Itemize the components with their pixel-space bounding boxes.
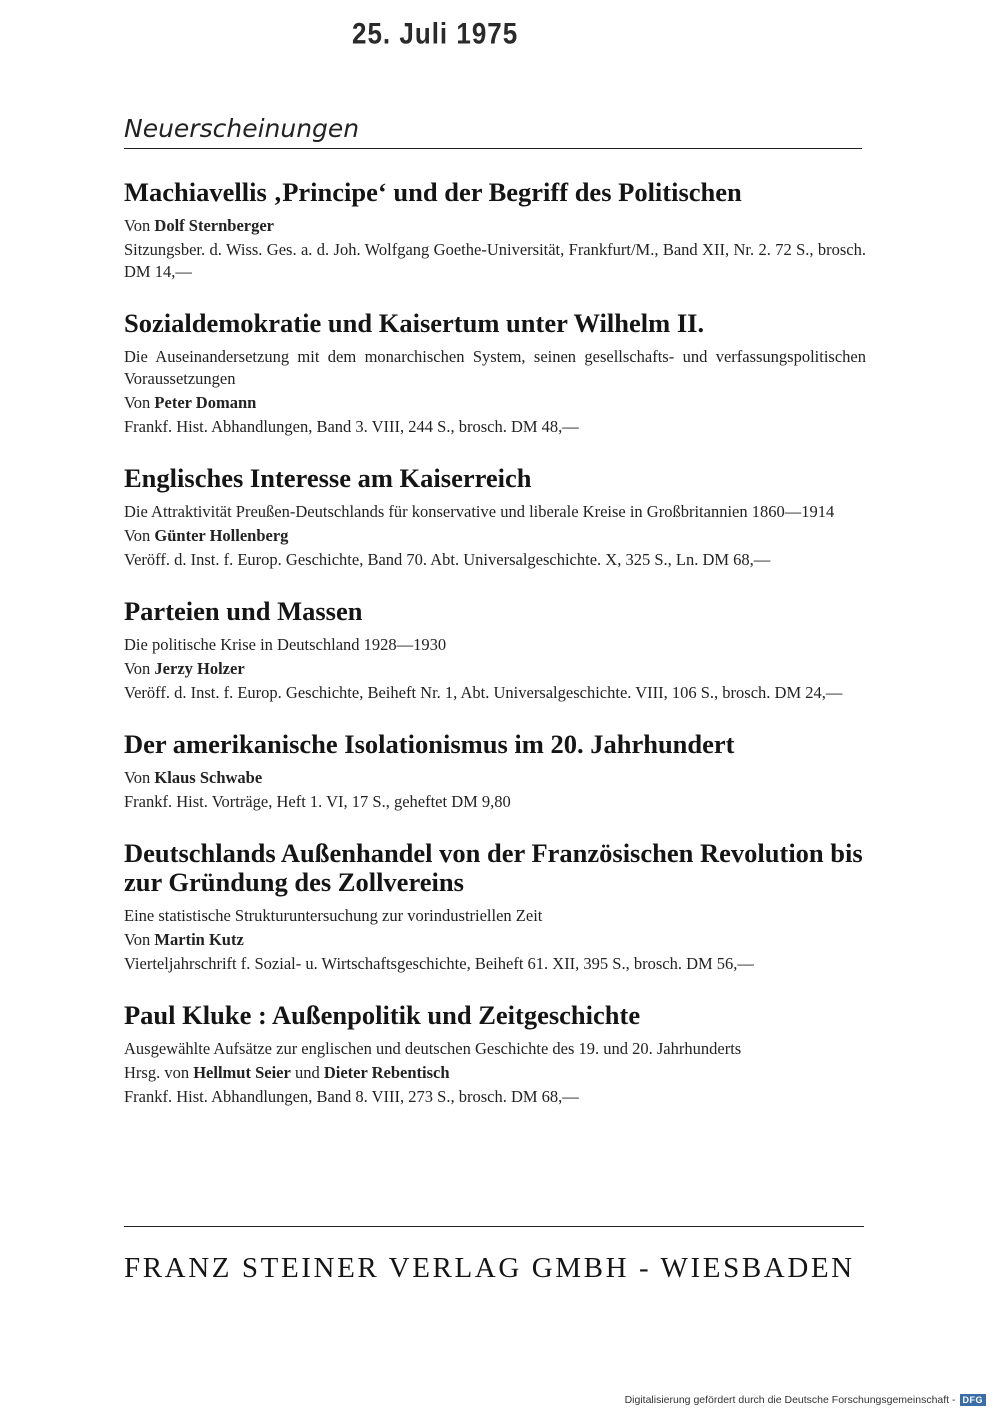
book-author (124, 392, 866, 414)
book-details: Frankf. Hist. Abhandlungen, Band 3. VIII, 244 S., brosch. DM 48,— (124, 417, 579, 436)
book-entry-aussenhandel (124, 839, 866, 975)
author-name: Klaus Schwabe (154, 768, 263, 787)
book-entry-parteien (124, 597, 866, 704)
author-name: Günter Hollenberg (154, 526, 289, 545)
book-entry-englisches-interesse (124, 464, 866, 571)
book-title: Englisches Interesse am Kaiserreich (124, 463, 532, 493)
book-title: Machiavellis ‚Principe‘ und der Begriff des Politischen (124, 177, 742, 207)
book-title: Paul Kluke : Außenpolitik und Zeitgeschichte (124, 1000, 641, 1030)
dfg-logo: DFG (960, 1394, 987, 1406)
book-title: Sozialdemokratie und Kaisertum unter Wilhelm II. (124, 308, 705, 338)
author-name: Peter Domann (154, 393, 257, 412)
book-details: Sitzungsber. d. Wiss. Ges. a. d. Joh. Wolfgang Goethe-Universität, Frankfurt/M., Band XII, Nr. 2. 72 S., brosch. DM 14,— (124, 240, 866, 281)
book-title: Der amerikanische Isolationismus im 20. Jahrhundert (124, 729, 735, 759)
editor-name: Hellmut Seier (193, 1063, 291, 1082)
editor-name: Dieter Rebentisch (323, 1063, 450, 1082)
author-name: Jerzy Holzer (154, 659, 245, 678)
author-name: Martin Kutz (154, 930, 244, 949)
dfg-credit-text: Digitalisierung gefördert durch die Deutsche Forschungsgemeinschaft - (624, 1394, 956, 1406)
book-details: Veröff. d. Inst. f. Europ. Geschichte, Band 70. Abt. Universalgeschichte. X, 325 S., Ln. DM 68,— (124, 550, 771, 569)
author-name: Dolf Sternberger (154, 216, 275, 235)
book-title: Deutschlands Außenhandel von der Französischen Revolution bis zur Gründung des Zollvereins (124, 838, 863, 897)
book-subtitle: Die Attraktivität Preußen-Deutschlands für konservative und liberale Kreise in Großbritannien 1860—1914 (124, 502, 835, 521)
book-list (124, 178, 866, 1134)
book-author (124, 929, 866, 951)
book-title: Parteien und Massen (124, 596, 363, 626)
editors-join: und (294, 1063, 320, 1082)
author-prefix: Von (124, 930, 151, 949)
section-title: Neuerscheinungen (124, 114, 360, 143)
book-entry-isolationismus (124, 730, 866, 813)
book-subtitle: Ausgewählte Aufsätze zur englischen und deutschen Geschichte des 19. und 20. Jahrhunderts (124, 1039, 742, 1058)
book-details: Vierteljahrschrift f. Sozial- u. Wirtschaftsgeschichte, Beiheft 61. XII, 395 S., brosch. DM 56,— (124, 954, 754, 973)
dfg-credit (625, 1394, 986, 1406)
publisher-name: FRANZ STEINER VERLAG GMBH - WIESBADEN (124, 1252, 855, 1284)
book-editors (124, 1062, 866, 1084)
author-prefix: Von (124, 526, 151, 545)
author-prefix: Von (124, 216, 151, 235)
book-details: Veröff. d. Inst. f. Europ. Geschichte, Beiheft Nr. 1, Abt. Universalgeschichte. VIII, 106 S., brosch. DM 24,— (124, 683, 843, 702)
book-subtitle: Die politische Krise in Deutschland 1928—1930 (124, 635, 447, 654)
author-prefix: Von (124, 393, 151, 412)
book-details: Frankf. Hist. Vorträge, Heft 1. VI, 17 S., geheftet DM 9,80 (124, 792, 511, 811)
book-author (124, 525, 866, 547)
book-author (124, 658, 866, 680)
book-entry-kluke (124, 1001, 866, 1108)
book-author (124, 767, 866, 789)
author-prefix: Von (124, 768, 151, 787)
book-details: Frankf. Hist. Abhandlungen, Band 8. VIII, 273 S., brosch. DM 68,— (124, 1087, 579, 1106)
author-prefix: Von (124, 659, 151, 678)
date-stamp: 25. Juli 1975 (352, 15, 519, 51)
book-subtitle: Die Auseinandersetzung mit dem monarchischen System, seinen gesellschafts- und verfassungspolitischen Voraussetzungen (124, 347, 866, 388)
footer-rule (124, 1226, 864, 1227)
section-header (124, 112, 862, 149)
book-subtitle: Eine statistische Strukturuntersuchung zur vorindustriellen Zeit (124, 906, 543, 925)
book-entry-machiavelli (124, 178, 866, 283)
book-entry-sozialdemokratie (124, 309, 866, 438)
book-author (124, 215, 866, 237)
editors-prefix: Hrsg. von (124, 1063, 190, 1082)
